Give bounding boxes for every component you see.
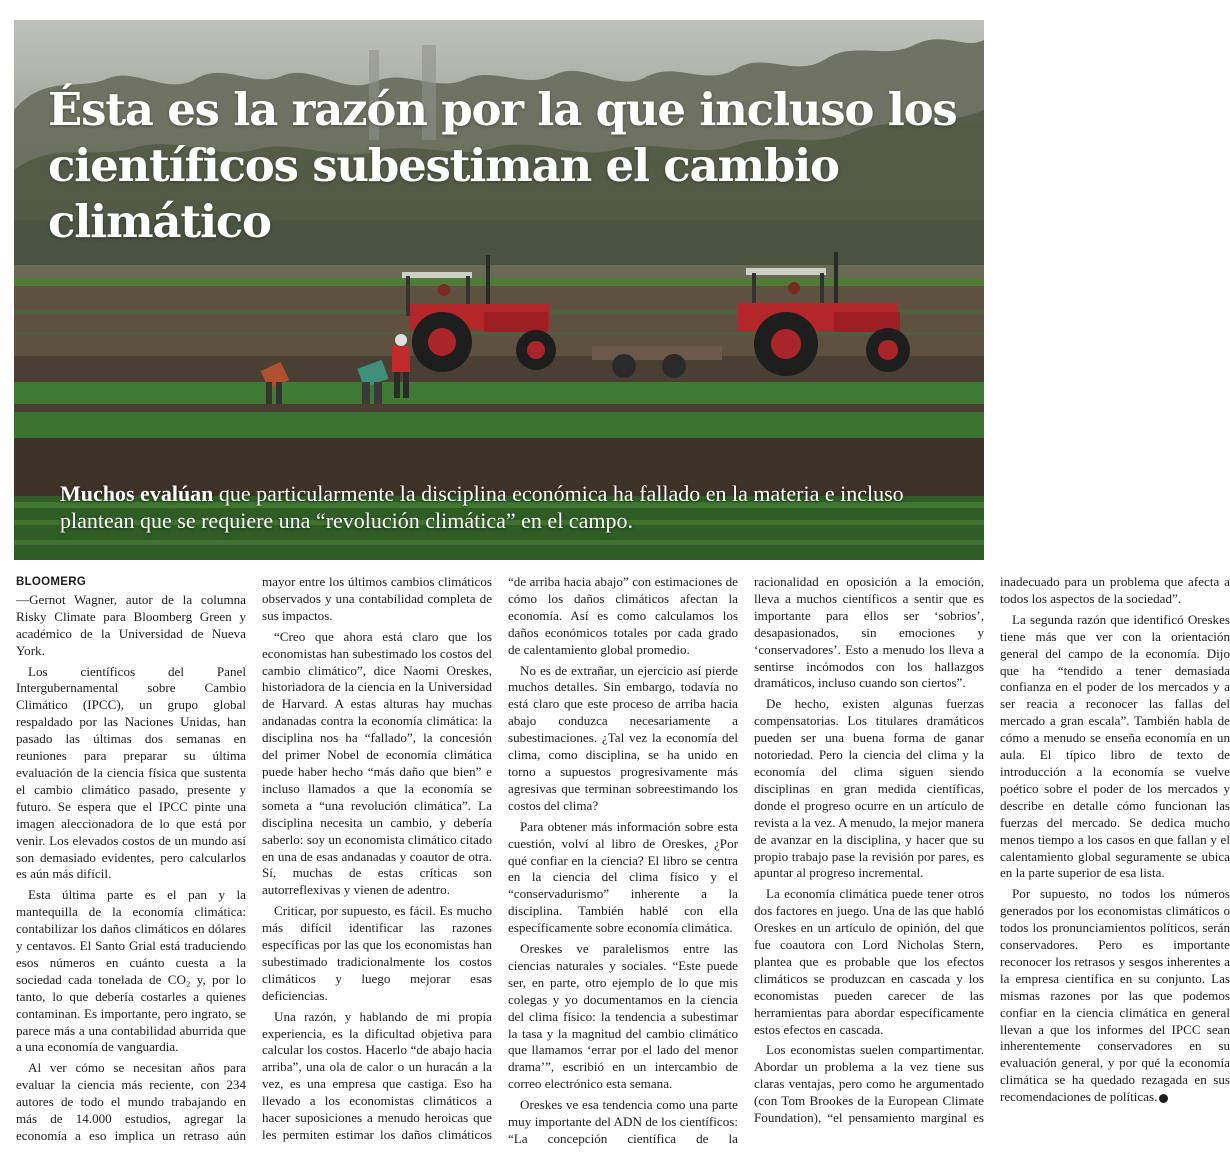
article-paragraph: De hecho, existen algunas fuerzas compensatorias. Los titulares dramáticos pueden ser una buena forma de ganar notoriedad. Pero la ciencia del clima y la economía del clima siguen siendo disciplinas en gran medida científicas, donde el progreso ocurre en un artículo de revista a la vez. A menudo, la mejor manera de avanzar en la disciplina, y hacer que su propio trabajo pase la revisión por pares, es apuntar al progreso incremental. [754,696,984,881]
article-paragraph-text: Por supuesto, no todos los números generados por los economistas climáticos o todos los pronunciamientos políticos, serán conservadores. Pero es importante reconocer los retrasos y sesgos inherentes a la empresa científica en su conjunto. Las mismas razones por las que podemos confiar en la ciencia climática en general llevan a que los informes del IPCC sean inherentemente conservadores en su evaluación general, y por qué la economía climática se ha quedado rezagada en sus recomendaciones de políticas. [1000,886,1230,1105]
subhead [60,480,980,534]
article-paragraph: La segunda razón que identificó Oreskes tiene más que ver con la orientación general del campo de la economía. Dijo que ha “tendido a tener demasiada confianza en el poder de los mercados y a ser reacia a reconocer las fallas del mercado a gran escala”. También habla de cómo a menudo se enseña economía en un aula. El típico libro de texto de introducción a la economía se vuelve poético sobre el poder de los mercados y describe en detalle cómo funcionan las fuerzas del mercado. Se dedica mucho menos tiempo a los casos en que fallan y el calentamiento global seguramente se ubica en la parte superior de esa lista. [1000,611,1230,881]
article-paragraph: Para obtener más información sobre esta cuestión, volví al libro de Oreskes, ¿Por qué confiar en la ciencia? El libro se centra en la ciencia del clima físico y el “conservadurismo” inherente a la disciplina. También hablé con ella específicamente sobre economía climática. [508,818,738,936]
article-paragraph: No es de extrañar, un ejercicio así pierde muchos detalles. Sin embargo, todavía no está claro que este proceso de arriba hacia abajo conduzca necesariamente a subestimaciones. ¿Tal vez la economía del clima, como disciplina, se ha unido en torno a supuestos progresivamente más agresivas que terminan sobreestimando los costos del clima? [508,662,738,813]
headline: Ésta es la razón por la que incluso los científicos subestiman el cambio climático [48,83,957,248]
subhead-lead: Muchos evalúan [60,481,214,506]
article-paragraph: “Creo que ahora está claro que los economistas han subestimado los costos del cambio climático”, dice Naomi Oreskes, historiadora de la ciencia en la Universidad de Harvard. A estas alturas hay muchas andanadas contra la economía climática: la disciplina nos ha “fallado”, la concesión del primer Nobel de economía climática puede haber hecho “más daño que bien” e incluso llamados a que la economía se someta a “una revolución climática”. La disciplina necesita un cambio, y debería saberlo: soy un economista climático citado en una de esas andanadas y coautor de otra. Sí, muchas de estas críticas son autorreflexivas y vienen de adentro. [262,628,492,898]
article-paragraph: Al ver cómo se necesitan años para evaluar la ciencia más reciente, con 234 autores de todo el mundo trabajando en más de 14.000 estudios, agregar la economía a eso implica un retraso aún mayor entre los últimos cambios climáticos observados y una contabilidad completa de sus impactos. [16,574,492,1143]
end-mark-icon [1159,1094,1168,1103]
article-source: BLOOMERG [16,576,87,588]
article-paragraph [1000,886,1230,1106]
article-body [16,574,1230,1152]
article-paragraph: Oreskes ve paralelismos entre las ciencias naturales y sociales. “Este puede ser, en parte, otro ejemplo de lo que mis colegas y yo documentamos en la ciencia del clima físico: la tendencia a subestimar la tasa y la magnitud del cambio climático que llamamos ‘errar por el lado del menor drama’”, escribió en un intercambio de correo electrónico esta semana. [508,941,738,1092]
article-paragraph: Los economistas suelen compartimentar. Abordar un problema a la vez tiene sus claras ventajas, pero como he argumentado (con Tom Brookes de la European Climate Foundation), “el pensamiento marginal es inadecuado para un problema que afecta a todos los aspectos de la sociedad”. [754,574,1230,1126]
article-paragraph: La economía climática puede tener otros dos factores en juego. Una de las que habló Oreskes en un artículo de opinión, del que fue coautora con Lord Nicholas Stern, plantea que es probable que los efectos climáticos se produzcan en cascada y los economistas pueden carecer de las herramientas para abordar específicamente estos efectos en cascada. [754,886,984,1037]
subhead-rest: que particularmente la disciplina económica ha fallado en la materia e incluso plantean que se requiere una “revolución climática” en el campo. [60,481,904,533]
article-paragraph: —Gernot Wagner, autor de la columna Risky Climate para Bloomberg Green y académico de la Universidad de Nueva York. [16,591,246,658]
article-paragraph: Esta última parte es el pan y la mantequilla de la economía climática: contabilizar los daños climáticos en dólares y centavos. El Santo Grial está traduciendo esos números en cuánto cuesta a la sociedad cada tonelada de CO₂ y, por lo tanto, lo que debería costarles a quienes contaminan. Es importante, pero ingrato, se parece más a una contabilidad aburrida que a una economía de vanguardia. [16,887,246,1055]
article-paragraph: Los científicos del Panel Intergubernamental sobre Cambio Climático (IPCC), un grupo global respaldado por las Naciones Unidas, han pasado las últimas dos semanas en reuniones para preparar su última evaluación de la ciencia física que sustenta el cambio climático pasado, presente y futuro. Se espera que el IPCC pinte una imagen aleccionadora de lo que está por venir. Los elevados costos de un mundo así son demasiado evidentes, pero calcularlos es aún más difícil. [16,663,246,882]
hero-photo [14,20,984,560]
article-paragraph: Criticar, por supuesto, es fácil. Es mucho más difícil identificar las razones específicas por las que los economistas han subestimado tradicionalmente los costos climáticos y luego mejorar esas deficiencias. [262,903,492,1003]
article-paragraph: Una razón, y hablando de mi propia experiencia, es la dificultad objetiva para calcular los costos. Hacerlo “de abajo hacia arriba”, una ola de calor o un huracán a la vez, es una empresa que castiga. Eso ha llevado a los economistas climáticos a hacer suposiciones a menudo heroicas que les permiten estimar los daños climáticos “de arriba hacia abajo” con estimaciones de cómo los daños climáticos afectan la economía. Así es como calculamos los daños económicos totales por cada grado de calentamiento global promedio. [262,574,738,1142]
article-paragraph: Oreskes ve esa tendencia como una parte muy importante del ADN de los científicos: “La concepción científica de la racionalidad en oposición a la emoción, lleva a muchos científicos a sentir que es importante para ellos ser ‘sobrios’, desapasionados, sin emociones y ‘conservadores’. Esto a menudo los lleva a sentirse incómodos con los hallazgos dramáticos, incluso cuando son ciertos”. [508,574,984,1146]
